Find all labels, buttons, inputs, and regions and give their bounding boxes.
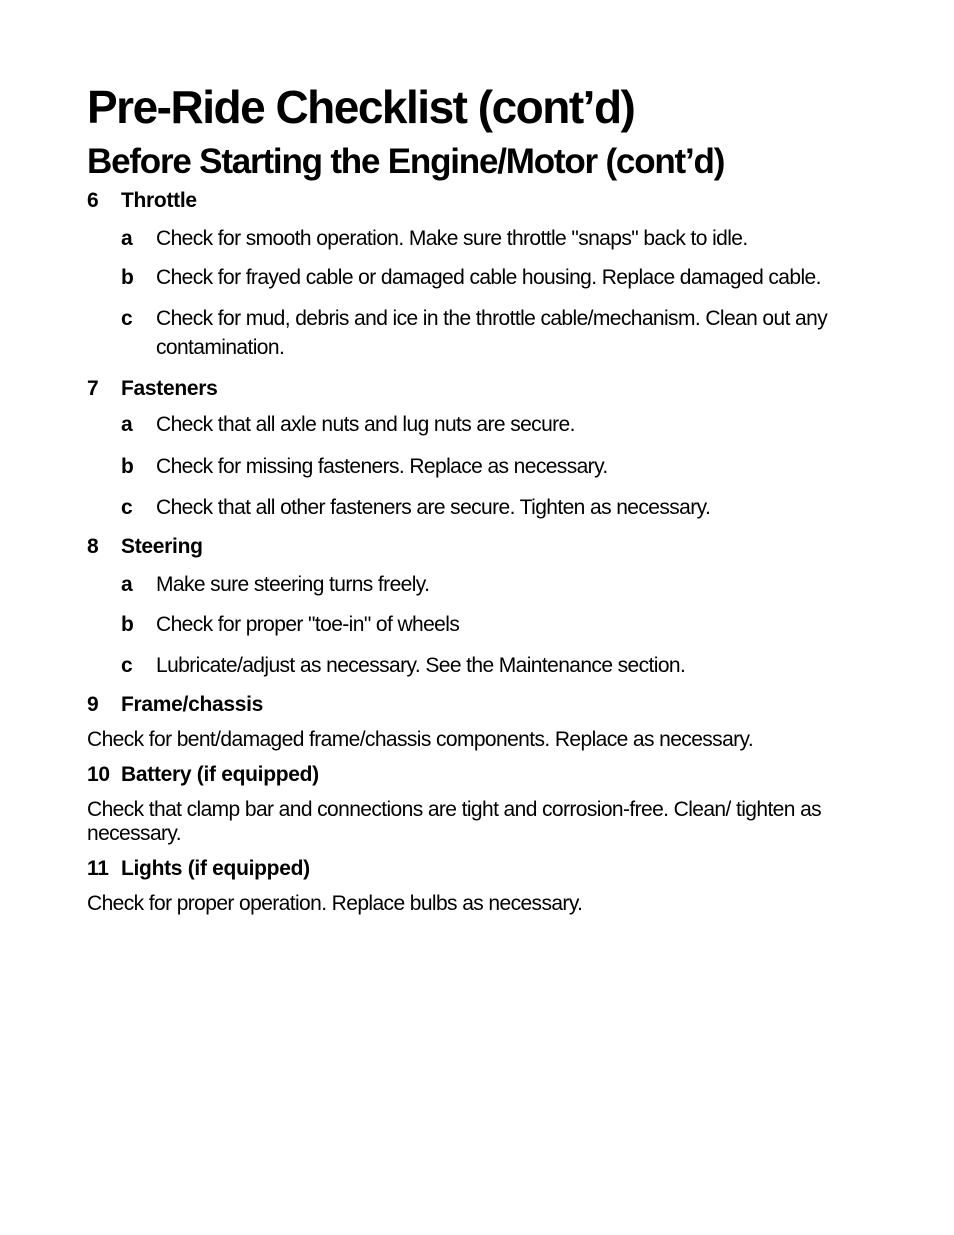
- section-number: 6: [87, 189, 99, 212]
- page-subtitle: Before Starting the Engine/Motor (cont’d): [87, 142, 725, 181]
- page-title: Pre-Ride Checklist (cont’d): [87, 81, 635, 133]
- section-title: Throttle: [121, 189, 197, 212]
- list-item: [87, 452, 877, 481]
- section-frame-chassis: [87, 692, 877, 752]
- section-heading: [87, 376, 877, 402]
- section-battery: [87, 762, 877, 846]
- section-body: Check for bent/damaged frame/chassis components. Replace as necessary.: [87, 728, 754, 751]
- item-text: Check that all axle nuts and lug nuts are secure.: [156, 413, 575, 436]
- item-letter: c: [121, 496, 133, 519]
- item-text: Check for smooth operation. Make sure throttle "snaps" back to idle.: [156, 227, 748, 250]
- section-lights: [87, 856, 877, 916]
- section-heading: [87, 856, 877, 882]
- list-item: [87, 410, 877, 439]
- item-letter: c: [121, 654, 133, 677]
- section-steering: [87, 534, 877, 680]
- item-letter: b: [121, 266, 134, 289]
- section-number: 8: [87, 535, 99, 558]
- item-text: Check for proper "toe-in" of wheels: [156, 613, 460, 636]
- list-item: [87, 610, 877, 639]
- item-letter: b: [121, 613, 134, 636]
- item-text: Check that all other fasteners are secure. Tighten as necessary.: [156, 496, 711, 519]
- section-heading: [87, 762, 877, 788]
- item-letter: c: [121, 307, 133, 330]
- item-letter: a: [121, 413, 133, 436]
- section-number: 9: [87, 693, 99, 716]
- section-title: Steering: [121, 535, 203, 558]
- section-number: 7: [87, 377, 99, 400]
- section-heading: [87, 188, 877, 214]
- list-item: [87, 493, 877, 522]
- section-body: Check for proper operation. Replace bulbs as necessary.: [87, 892, 583, 915]
- section-title: Fasteners: [121, 377, 218, 400]
- list-item: [87, 570, 877, 599]
- section-title: Frame/chassis: [121, 693, 264, 716]
- section-title: Lights (if equipped): [121, 857, 310, 880]
- section-title: Battery (if equipped): [121, 763, 319, 786]
- list-item: [87, 304, 877, 362]
- checklist-page: [87, 80, 877, 916]
- item-text: Make sure steering turns freely.: [156, 573, 430, 596]
- section-heading: [87, 692, 877, 718]
- section-body: Check that clamp bar and connections are tight and corrosion-free. Clean/ tighten as necessary.: [87, 798, 822, 845]
- list-item: [87, 651, 877, 680]
- item-text: Check for mud, debris and ice in the throttle cable/mechanism. Clean out any contamination.: [156, 307, 828, 359]
- section-heading: [87, 534, 877, 560]
- list-item: [87, 263, 877, 292]
- item-text: Check for missing fasteners. Replace as necessary.: [156, 455, 608, 478]
- section-throttle: [87, 188, 877, 362]
- item-text: Lubricate/adjust as necessary. See the Maintenance section.: [156, 654, 686, 677]
- list-item: [87, 224, 877, 253]
- item-letter: a: [121, 227, 133, 250]
- section-number: 11: [87, 857, 109, 880]
- item-letter: a: [121, 573, 133, 596]
- section-number: 10: [87, 763, 110, 786]
- item-text: Check for frayed cable or damaged cable housing. Replace damaged cable.: [156, 266, 821, 289]
- section-fasteners: [87, 376, 877, 522]
- item-letter: b: [121, 455, 134, 478]
